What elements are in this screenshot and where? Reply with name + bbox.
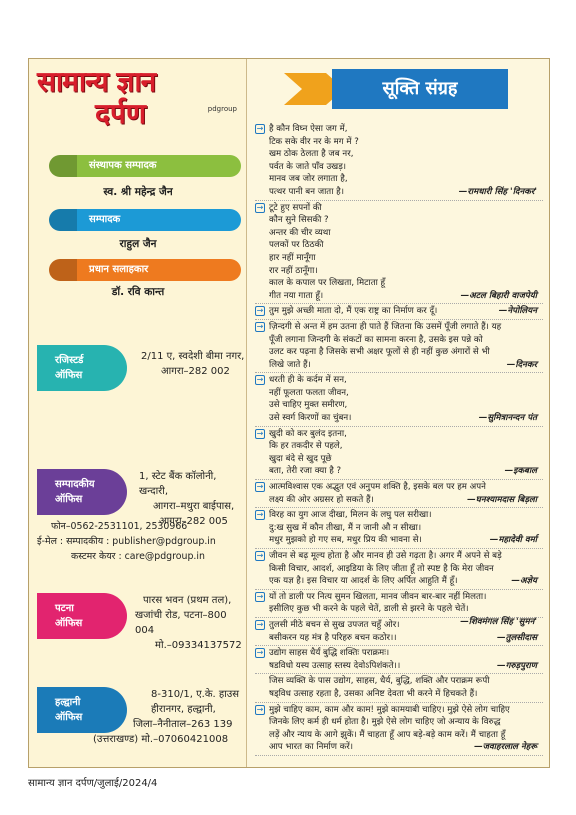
quote-item xyxy=(255,374,543,426)
quote-last-line xyxy=(269,494,543,507)
quote-line: काल के कपाल पर लिखता, मिटाता हूँ xyxy=(269,278,386,289)
logo-line2: दर्पण xyxy=(95,97,147,130)
quote-line: तुलसी मीठे बचन से सुख उपजत चहुँ ओर। xyxy=(269,619,400,630)
editorial-office xyxy=(37,469,247,579)
quote-line: उलट कर पढ़ना है जिसके सभी अक्षर फूलों से ही नहीं कुछ अंगारों से भी xyxy=(269,347,490,358)
quote-last-text: तुम मुझे अच्छी माता दो, मैं एक राष्ट्र का निर्माण कर दूँ। xyxy=(269,306,438,317)
arrow-icon: → xyxy=(256,591,264,601)
quote-item xyxy=(255,202,543,305)
arrow-icon: → xyxy=(256,482,264,492)
quote-last-line xyxy=(269,632,543,645)
quote-line: पर्वत के जाते पाँव उखड़। xyxy=(269,161,347,172)
arrow-icon: → xyxy=(256,648,264,658)
quote-line: मुझे चाहिए काम, काम और काम! मुझे कामयाबी चाहिए। मुझे ऐसे लोग चाहिए xyxy=(269,704,510,715)
arrow-icon: → xyxy=(256,428,264,438)
quote-line: उद्योग साहस धैर्यं बुद्धि शक्तिः पराक्रमः। xyxy=(269,648,390,659)
quote-author: —रामधारी सिंह 'दिनकर' xyxy=(458,186,537,197)
quote-line: जिनके लिए कर्म ही धर्म होता है। मुझे ऐसे लोग चाहिए जो अन्याय के विरुद्ध xyxy=(269,717,501,728)
editorial-office-address: 1, स्टेट बैंक कॉलोनी, खन्दारी, आगरा–मथुरा बाईपास, आगरा–282 005 xyxy=(139,471,235,527)
quote-line: खुदी को कर बुलंद इतना, xyxy=(269,428,347,439)
editor-name: राहुल जैन xyxy=(119,238,157,250)
quote-line: जीवन से बढ़ मूल्य होता है और मानव ही उसे गढ़ता है। अगर मैं अपने से बड़े xyxy=(269,551,502,561)
quote-last-text: बसीकरन यह मंत्र है परिहरु बचन कठोर।। xyxy=(269,632,397,643)
quote-line: किसी विचार, आदर्श, आइडिया के लिए जीता हूँ तो स्पष्ट है कि मेरा जीवन xyxy=(269,563,494,574)
arrow-icon: → xyxy=(256,202,264,212)
quote-line: विरह का युग आज दीखा, मिलन के लघु पल सरीखा। xyxy=(269,510,432,521)
quote-line: पूँजी लगाना जिन्दगी के संकटों का सामना करना है, उसके इस पन्ने को xyxy=(269,334,483,345)
quote-item xyxy=(255,509,543,549)
quote-last-text: बता, तेरी रजा क्या है ? xyxy=(269,466,342,477)
arrow-icon: → xyxy=(256,306,264,316)
quote-line: हार नहीं मानूँगा xyxy=(269,252,316,263)
quote-author: —शिवमंगल सिंह 'सुमन' xyxy=(460,616,537,627)
email-publisher: ई-मेल : सम्पादकीय : publisher@pdgroup.in xyxy=(37,536,216,547)
quote-last-text: गीत नया गाता हूँ। xyxy=(269,290,324,301)
quote-line: दु:ख सुख में कौन तीखा, मैं न जानी औ न सीखा। xyxy=(269,522,422,533)
arrow-icon: → xyxy=(256,704,264,714)
magazine-logo xyxy=(37,65,241,139)
role-founder-editor: संस्थापक सम्पादक xyxy=(63,155,241,177)
quote-line: रार नहीं ठानूँगा। xyxy=(269,265,318,276)
quote-author: —अटल बिहारी वाजपेयी xyxy=(460,290,537,301)
quote-last-text: लक्ष्य की ओर अग्रसर हो सकते हैं। xyxy=(269,494,374,505)
registered-office-badge: रजिस्टर्ड ऑफिस xyxy=(37,345,127,391)
quote-line: खुदा बंदे से खुद पूछे xyxy=(269,453,332,464)
quote-last-line xyxy=(269,290,543,303)
patna-office-address: पारस भवन (प्रथम तल), खजांची रोड, पटना–800 004 मो.–09334137572 xyxy=(135,595,242,651)
quote-last-line xyxy=(269,186,543,199)
quote-line: टिक सके वीर नर के मग में ? xyxy=(269,136,359,147)
arrow-icon: → xyxy=(256,619,264,629)
quote-last-text: उसे स्वर्ग किरणों का चुंबन। xyxy=(269,413,352,424)
registered-office xyxy=(37,345,247,401)
quote-item xyxy=(255,428,543,480)
quote-last-line xyxy=(269,465,543,478)
quote-last-line xyxy=(269,305,543,318)
quote-last-text: लिखे जाते हैं। xyxy=(269,359,311,370)
arrow-icon: → xyxy=(256,321,264,331)
quote-item xyxy=(255,619,543,646)
quote-author: —नेपोलियन xyxy=(498,306,537,317)
quote-item xyxy=(255,481,543,508)
quote-author: —महादेवी वर्मा xyxy=(489,535,537,546)
masthead-column xyxy=(29,59,247,767)
quote-line: ज़िन्दगी से अन्त में हम उतना ही पाते हैं जितना कि उसमें पूँजी लगाते हैं। यह xyxy=(269,321,502,332)
email-care: कस्टमर केयर : care@pdgroup.in xyxy=(71,551,205,562)
quote-list xyxy=(255,123,543,757)
arrow-icon: → xyxy=(256,375,264,385)
quote-last-text: आप भारत का निर्माण करें। xyxy=(269,742,354,753)
quote-author: —सुमित्रानन्दन पंत xyxy=(478,413,537,424)
logo-line1: सामान्य ज्ञान xyxy=(37,65,156,98)
quote-last-text: मधुर मुझको हो गए सब, मधुर प्रिय की भावना से। xyxy=(269,535,422,546)
quote-author: —जवाहरलाल नेहरू xyxy=(474,742,537,753)
quote-author: —अज्ञेय xyxy=(511,576,537,587)
section-title: सूक्ति संग्रह xyxy=(332,69,508,109)
quotes-column xyxy=(249,59,549,767)
arrow-icon: → xyxy=(256,124,264,133)
arrow-icon: → xyxy=(256,551,264,560)
quote-last-line: षड्विध उत्साह रहता है, उसका अनिष्ट देवता भी करने में हिचकते हैं। xyxy=(269,688,478,699)
registered-office-address: 2/11 ए, स्वदेशी बीमा नगर, आगरा–282 002 xyxy=(141,351,245,377)
editorial-office-contacts: फोन–0562-2531101, 2530966 ई-मेल : सम्पादकीय : publisher@pdgroup.in कस्टमर केयर : care@pdgroup.in xyxy=(37,521,216,562)
editorial-office-badge: सम्पादकीय ऑफिस xyxy=(37,469,127,515)
quote-line: जिस व्यक्ति के पास उद्योग, साहस, धैर्य, बुद्धि, शक्ति और पराक्रम रूपी xyxy=(269,676,490,687)
quote-line: है कौन विघ्न ऐसा जग में, xyxy=(269,124,348,134)
haldwani-office-address: 8-310/1, ए.के. हाउस हीरानगर, हल्द्वानी, जिला–नैनीताल–263 139 (उत्तराखण्ड) मो.–07060421008 xyxy=(93,689,240,745)
quote-last-line xyxy=(269,534,543,547)
quote-item xyxy=(255,550,543,590)
quote-line: पलकों पर ठिठकी xyxy=(269,240,324,251)
quote-line: इसीलिए कुछ भी करने के पहले चेतें, डाली से झरने के पहले चेतें। xyxy=(269,604,469,615)
chief-advisor-name: डॉ. रवि कान्त xyxy=(111,286,165,298)
quote-author: —इकबाल xyxy=(504,466,537,477)
magazine-page xyxy=(28,58,550,768)
founder-editor-name: स्व. श्री महेन्द्र जैन xyxy=(103,186,173,198)
quote-last-line xyxy=(269,359,543,372)
quote-item xyxy=(255,675,543,702)
quote-last-line xyxy=(269,741,543,754)
quote-last-line xyxy=(269,575,543,588)
quote-line: टूटे हुए सपनों की xyxy=(269,202,322,213)
patna-office-badge: पटना ऑफिस xyxy=(37,593,127,639)
haldwani-office xyxy=(37,687,247,757)
quote-line: अन्तर की चीर व्यथा xyxy=(269,227,331,238)
quote-line: उसे चाहिए मुक्त समीरण, xyxy=(269,400,348,411)
haldwani-office-badge: हल्द्वानी ऑफिस xyxy=(37,687,127,733)
page-footer: सामान्य ज्ञान दर्पण/जुलाई/2024/4 xyxy=(28,778,158,789)
logo-group: pdgroup xyxy=(207,105,237,113)
quote-author: —गरुड़पुराण xyxy=(496,660,537,671)
quote-line: नहीं फूलता फलता जीवन, xyxy=(269,387,349,398)
quote-author: —दिनकर xyxy=(506,359,537,370)
quote-line: लड़ें और न्याय के आगे झुकें। मैं चाहता हूँ आप बड़े-बड़े काम करें। मैं चाहता हूँ xyxy=(269,729,506,740)
quote-line: मानव जब जोर लगाता है, xyxy=(269,174,348,185)
quote-last-line xyxy=(269,412,543,425)
quote-last-text: एक यज्ञ है। इस विचार या आदर्श के लिए अर्पित आहुति मैं हूँ। xyxy=(269,576,458,587)
role-editor: सम्पादक xyxy=(63,209,241,231)
quote-line: यों तो डाली पर नित्य सुमन खिलता, मानव जीवन बार-बार नहीं मिलता। xyxy=(269,591,487,602)
quote-line: खम ठोक ठेलता है जब नर, xyxy=(269,149,354,160)
quote-line: आत्मविश्वास एक अद्भुत एवं अनुपम शक्ति है, इसके बल पर हम अपने xyxy=(269,482,486,493)
arrow-icon: → xyxy=(256,510,264,520)
quote-item xyxy=(255,321,543,373)
quote-author: —घनश्यामदास बिड़ला xyxy=(467,494,537,505)
quote-line: कौन सुने सिसकी ? xyxy=(269,215,329,226)
quote-item xyxy=(255,647,543,674)
quote-item xyxy=(255,704,543,756)
quote-line: धरती ही के कर्दम में सन, xyxy=(269,375,347,386)
quote-last-text: षडविधो यस्य उत्साह स्तस्य देवोऽपिशंकते।। xyxy=(269,660,401,671)
patna-office xyxy=(37,593,247,649)
quote-line: कि हर तकदीर से पहले, xyxy=(269,441,343,452)
quote-author: —तुलसीदास xyxy=(497,632,537,643)
quote-item xyxy=(255,305,543,320)
role-chief-advisor: प्रधान सलाहकार xyxy=(63,259,241,281)
quote-last-line xyxy=(269,660,543,673)
section-title-banner xyxy=(284,69,509,109)
quote-item xyxy=(255,123,543,201)
quote-last-text: पत्थर पानी बन जाता है। xyxy=(269,186,344,197)
